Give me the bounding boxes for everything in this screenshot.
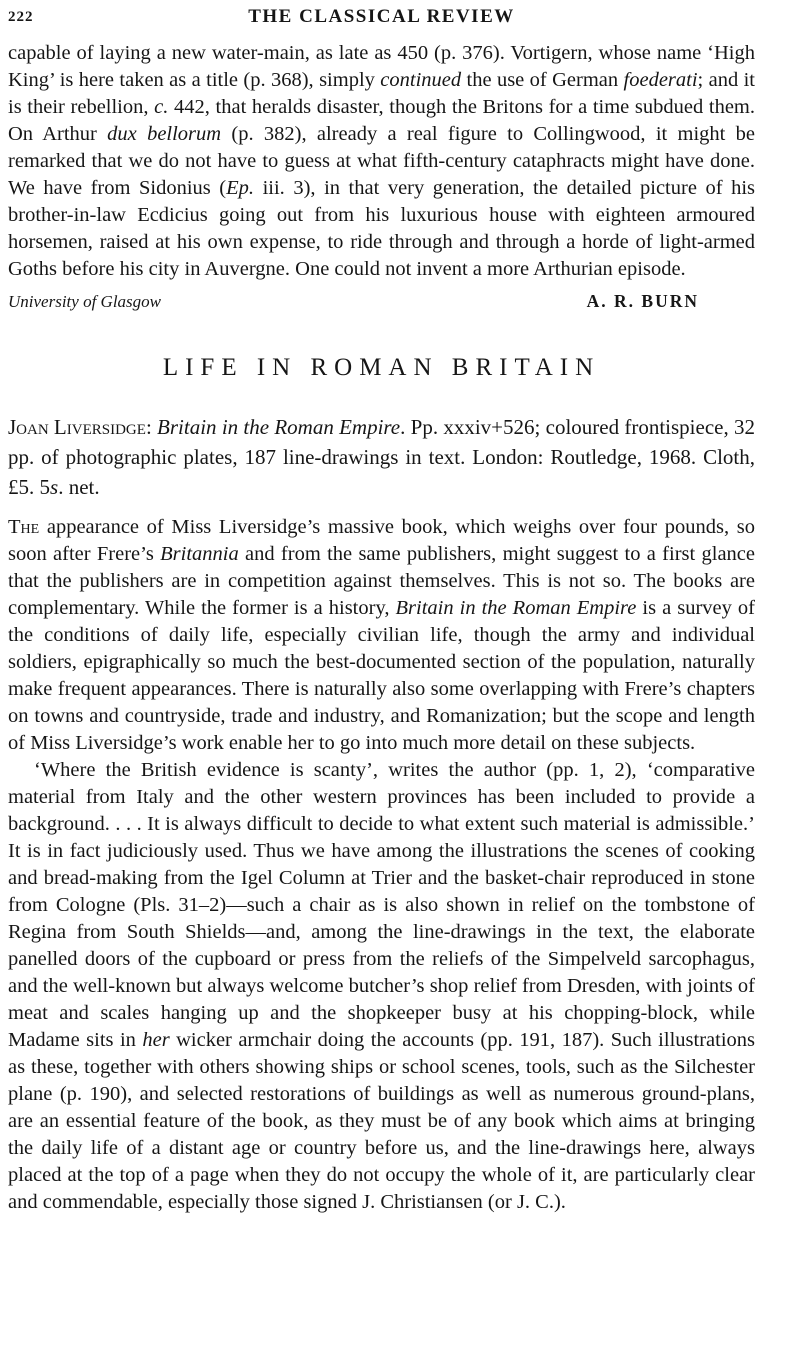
journal-title: THE CLASSICAL REVIEW bbox=[248, 6, 515, 27]
text-segment: . Pp. xxxiv+526; coloured frontispiece, 32 pp. of photographic plates, 187 line-drawings in text. London: Routledge, 1968. Cloth, £5. 5 bbox=[8, 415, 755, 499]
text-segment: Britannia bbox=[160, 543, 239, 565]
text-segment: foederati bbox=[623, 69, 698, 91]
page-header bbox=[8, 6, 755, 30]
text-segment: The bbox=[8, 516, 40, 538]
text-segment: wicker armchair doing the accounts (pp. 191, 187). Such illustrations as these, together with others showing ships or school scenes, tools, such as the Silchester plane (p. 190), and selected restorations of buildings as well as numerous ground-plans, are an essential feature of the book, as they must be of any book which aims at bringing the daily life of a distant age or country before us, and the line-drawings here, always placed at the top of a page when they do not occupy the whole of it, are particularly clear and commendable, especially those signed J. Christiansen (or J. C.). bbox=[8, 1029, 755, 1213]
text-segment: ‘Where the British evidence is scanty’, writes the author (pp. 1, 2), ‘comparative material from Italy and the other western provinces has been included to provide a background. . . . It is always difficult to decide to what extent such material is admissible.’ It is in fact judiciously used. Thus we have among the illustrations the scenes of cooking and bread-making from the Igel Column at Trier and the basket-chair reproduced in stone from Cologne (Pls. 31–2)—such a chair as is also shown in relief on the tombstone of Regina from South Shields—and, among the line-drawings in the text, the elaborate panelled doors of the cupboard or press from the reliefs of the Simpelveld sarcophagus, and the well-known but always welcome butcher’s shop relief from Dresden, with joints of meat and scales hanging up and the shopkeeper busy at his chopping-block, while Madame sits in bbox=[8, 759, 755, 1051]
text-segment: and from the same publishers, might suggest to a first glance that the publishers are in competition against themselves. This is not so. The books are complementary. While the former is a history, bbox=[8, 543, 756, 619]
reviewer-affiliation: University of Glasgow bbox=[8, 292, 161, 311]
text-segment: the use of German bbox=[461, 69, 624, 91]
text-segment: Ep. bbox=[226, 177, 255, 199]
previous-review-closing-paragraph bbox=[8, 40, 755, 283]
text-segment: Joan Liversidge bbox=[8, 415, 146, 439]
text-segment: continued bbox=[380, 69, 462, 91]
text-segment: Britain in the Roman Empire bbox=[157, 415, 401, 439]
review-paragraph-1 bbox=[8, 514, 755, 757]
bibliographic-heading bbox=[8, 412, 755, 502]
text-segment: 442, that heralds disaster, though the Britons for a time subdued them. On Arthur bbox=[8, 96, 755, 145]
text-segment: Britain in the Roman Empire bbox=[395, 597, 637, 619]
signature-row bbox=[8, 291, 755, 312]
text-segment: capable of laying a new water-main, as late as 450 (p. 376). Vortigern, whose name ‘High King’ is here taken as a title (p. 368), simply bbox=[8, 42, 755, 91]
text-segment: her bbox=[142, 1029, 170, 1051]
reviewer-name: A. R. BURN bbox=[586, 291, 699, 311]
text-segment: is a survey of the conditions of daily life, especially civilian life, though the army and individual soldiers, epigraphically so much the best-documented section of the population, naturally make frequent appearances. There is naturally also some overlapping with Frere’s chapters on towns and countryside, trade and industry, and Romanization; but the scope and length of Miss Liversidge’s work enable her to go into much more detail on these subjects. bbox=[8, 597, 755, 754]
review-paragraph-2 bbox=[8, 757, 755, 1216]
text-segment: (p. 382), already a real figure to Collingwood, it might be remarked that we do not have to guess at what fifth-century cataphracts might have done. We have from Sidonius ( bbox=[8, 123, 756, 199]
text-segment: ; and it is their rebellion, bbox=[8, 69, 756, 118]
text-segment: . net. bbox=[58, 475, 100, 499]
text-segment: c. bbox=[154, 96, 169, 118]
page-number: 222 bbox=[8, 9, 34, 25]
text-segment: s bbox=[50, 475, 59, 499]
text-segment: appearance of Miss Liversidge’s massive book, which weighs over four pounds, so soon after Frere’s bbox=[8, 516, 755, 565]
text-segment: : bbox=[145, 415, 158, 439]
text-segment: iii. 3), in that very generation, the detailed picture of his brother-in-law Ecdicius going out from his luxurious house with eighteen armoured horsemen, raised at his own expense, to ride through and through a horde of light-armed Goths before his city in Auvergne. One could not invent a more Arthurian episode. bbox=[8, 177, 755, 280]
text-segment: dux bellorum bbox=[107, 123, 222, 145]
review-title: LIFE IN ROMAN BRITAIN bbox=[162, 354, 601, 381]
